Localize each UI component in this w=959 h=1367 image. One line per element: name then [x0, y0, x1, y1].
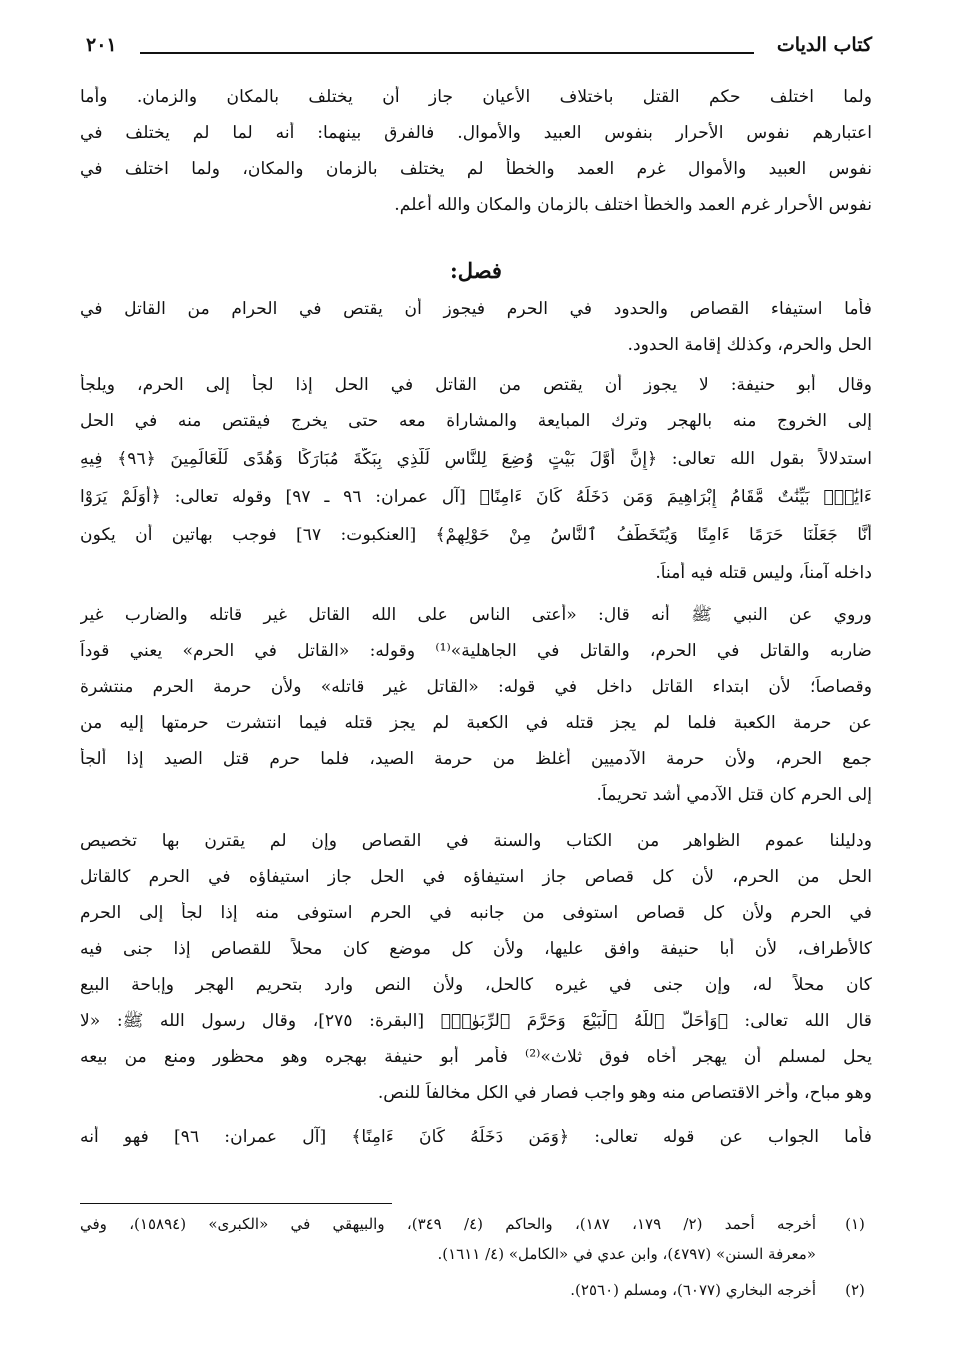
footnote-2	[80, 1280, 872, 1302]
text-line: وهو مباح، وأخر الاقتصاص منه وهو واجب فصار في الكل مخالفاً للنص.	[377, 1083, 872, 1103]
text-line: إلى الخروج منه بالهجر وترك المبايعة والمشاراة معه حتى يخرج فيقتص منه في الحل	[80, 411, 872, 431]
quran-line: قال الله تعالى: ﴿وَأَحَلَّ ٱللَّهُ ٱلْبَيْعَ وَحَرَّمَ ٱلرِّبَوٰا۟﴾ [البقرة: ٢٧٥]، وقال رسول الله ﷺ: «لا	[80, 1011, 872, 1031]
text-line: فأما استيفاء القصاص والحدود في الحرم فيجوز أن يقتص في الحرام من القاتل في	[80, 299, 872, 319]
footnote-number: (١)	[845, 1215, 865, 1233]
quran-line: فأما الجواب عن قوله تعالى: ﴿وَمَن دَخَلَهُ كَانَ ءَامِنًا﴾ [آل عمران: ٩٦] فهو أنه	[80, 1127, 872, 1147]
text-line: وقال أبو حنيفة: لا يجوز أن يقتص من القاتل في الحل إذا لجأ إلى الحرم، ويلجأ	[80, 375, 872, 395]
text-line: ودليلنا عموم الظواهر من الكتاب والسنة في القصاص وإن لم يقترن بها تخصيص	[80, 831, 872, 851]
text-line: كالأطراف، لأن أبا حنيفة وافق عليها، ولأن كل موضع كان محلاً للقصاص إذا جنى فيه	[80, 939, 872, 959]
text-line: يحل لمسلم أن يهجر أخاه فوق ثلاث»⁽²⁾ فأمر أبو حنيفة بهجره وهو محظور ومنع من بيعه	[80, 1047, 872, 1067]
text-line: ضاربه والقاتل في الحرم، والقاتل في الجاهلية»⁽¹⁾ وقوله: «القاتل في الحرم» يعني قوداً	[80, 641, 872, 661]
quran-line: أَنَّا جَعَلْنَا حَرَمًا ءَامِنًا وَيُتَخَطَّفُ ٱلنَّاسُ مِنْ حَوْلِهِمْ﴾ [العنكبوت: ٦٧] فوجب بهاتين أن يكون	[80, 525, 872, 545]
text-line: كان محلاً له، وإن جنى في غيره كالحل، ولأن النص وارد بتحريم الهجر وإباحة البيع	[80, 975, 872, 995]
text-line: اعتبارهم نفوس الأحرار بنفوس العبيد والأموال. فالفرق بينهما: أنه لما لم يختلف في	[80, 123, 872, 143]
footnote-1-continued	[80, 1244, 872, 1266]
footnote-separator	[80, 1203, 392, 1204]
running-title: كتاب الديات	[776, 34, 872, 56]
footnote-text: أخرجه البخاري (٦٠٧٧)، ومسلم (٢٥٦٠).	[570, 1281, 816, 1299]
text-line: وروي عن النبي ﷺ أنه قال: «أعتى الناس على الله القاتل غير قاتله والضارب غير	[80, 605, 872, 625]
text-line: الحل من الحرم، لأن كل قصاص جاز استيفاؤه في الحل جاز استيفاؤه في الحرم كالقاتل	[80, 867, 872, 887]
text-line: عن حرمة الكعبة فلما لم يجز قتله في الكعبة لم يجز قتله فيما انتشرت حرمتها إليه من	[80, 713, 872, 733]
page-header	[80, 30, 872, 64]
text-line: في الحرم ولأن كل قصاص استوفى من جانبه في الحرم استوفى منه إذا لجأ إلى الحرم	[80, 903, 872, 923]
header-rule	[140, 52, 754, 54]
quran-line: ءَايَٰتُۢ بَيِّنَٰتٌ مَّقَامُ إِبْرَاهِيمَ وَمَن دَخَلَهُ كَانَ ءَامِنًا﴾ [آل عمران: ٩٦ ـ ٩٧] وقوله تعالى: ﴿أَوَلَمْ يَرَوْا	[80, 487, 872, 507]
page-number: ٢٠١	[86, 34, 117, 56]
footnote-text: «معرفة السنن» (٤٧٩٧)، وابن عدي في «الكامل» (٤/ ١٦١١).	[437, 1245, 816, 1263]
text-line: جمع الحرم، ولأن حرمة الآدميين أغلظ من حرمة الصيد، فلما حرم قتل الصيد إذا ألجأ	[80, 749, 872, 769]
quran-line: استدلالاً بقول الله تعالى: ﴿إِنَّ أَوَّلَ بَيْتٍ وُضِعَ لِلنَّاسِ لَلَّذِي بِبَكَّةَ مُبَارَكًا وَهُدًى لِّلْعَالَمِينَ ﴿٩٦﴾ فِيهِ	[80, 449, 872, 469]
text-line: إلى الحرم كان قتل الآدمي أشد تحريماً.	[596, 785, 872, 805]
text-line: ولما اختلف حكم القتل باختلاف الأعيان جاز أن يختلف بالمكان والزمان. وأما	[80, 87, 872, 107]
text-line: الحل والحرم، وكذلك إقامة الحدود.	[627, 335, 872, 355]
section-heading: فصل:	[450, 258, 502, 283]
text-line: نفوس الأحرار غرم العمد والخطأ اختلف بالزمان والمكان والله أعلم.	[394, 195, 872, 215]
footnote-number: (٢)	[845, 1281, 865, 1299]
text-line: وقصاصاً؛ لأن ابتداء القاتل داخل في قوله: «القاتل غير قاتله» ولأن حرمة الحرم منتشرة	[80, 677, 872, 697]
text-line: داخله آمناً، وليس قتله فيه أمناً.	[655, 563, 872, 583]
footnote-text: أخرجه أحمد (٢/ ١٧٩، ١٨٧)، والحاكم (٤/ ٣٤٩)، والبيهقي في «الكبرى» (١٥٨٩٤)، وفي	[80, 1215, 817, 1233]
footnote-1	[80, 1214, 872, 1236]
text-line: نفوس العبيد والأموال غرم العمد والخطأ لم يختلف بالزمان والمكان، ولما اختلف في	[80, 159, 872, 179]
